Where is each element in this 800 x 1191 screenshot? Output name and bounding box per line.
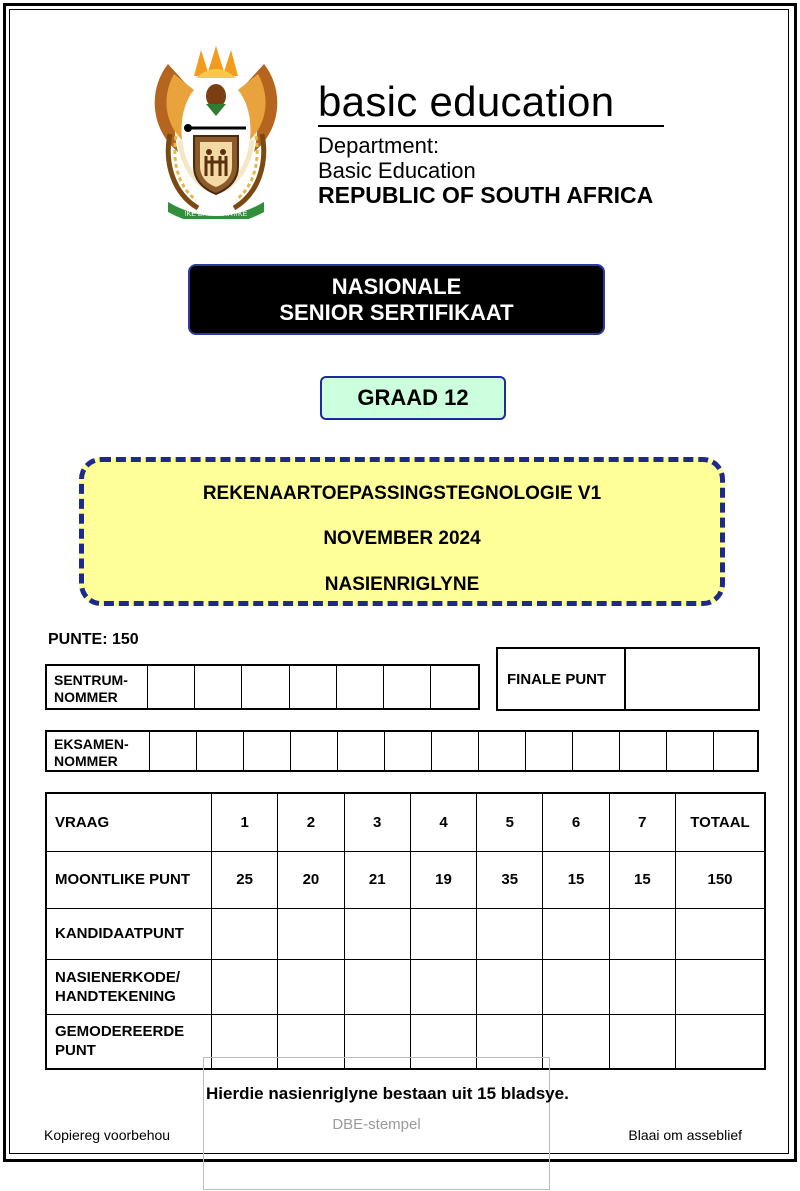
copyright-notice: Kopiereg voorbehou	[44, 1127, 171, 1143]
exam-number-cell[interactable]	[197, 732, 244, 770]
question-number: 6	[543, 793, 609, 851]
centre-number-label: SENTRUM- NOMMER	[47, 666, 148, 708]
question-number: 5	[477, 793, 543, 851]
exam-number-cell[interactable]	[385, 732, 432, 770]
total-header: TOTAAL	[676, 793, 766, 851]
motto-text: !KE E: /XARRA //KE	[184, 211, 248, 218]
marker-cell[interactable]	[410, 959, 476, 1014]
exam-number-cell[interactable]	[150, 732, 197, 770]
candidate-mark-cell[interactable]	[477, 908, 543, 959]
centre-number-row	[45, 664, 480, 710]
possible-mark: 19	[410, 851, 476, 908]
question-number: 3	[344, 793, 410, 851]
subject-name: REKENAARTOEPASSINGSTEGNOLOGIE V1	[202, 483, 602, 504]
possible-mark: 21	[344, 851, 410, 908]
marks-table	[45, 792, 766, 1070]
marker-row	[46, 959, 765, 1014]
department-label: Department:	[318, 133, 440, 158]
document-type: NASIENRIGLYNE	[324, 574, 480, 595]
exam-number-label: EKSAMEN- NOMMER	[47, 732, 150, 770]
grade-badge: GRAAD 12	[320, 376, 506, 420]
possible-mark: 35	[477, 851, 543, 908]
exam-number-cell[interactable]	[432, 732, 479, 770]
marker-cell[interactable]	[609, 959, 675, 1014]
moderated-cell[interactable]	[609, 1014, 675, 1069]
possible-mark: 25	[212, 851, 278, 908]
final-mark-label: FINALE PUNT	[498, 649, 626, 709]
moderated-label: GEMODEREERDE PUNT	[46, 1014, 212, 1069]
exam-number-cell[interactable]	[667, 732, 714, 770]
exam-number-row	[45, 730, 759, 772]
exam-number-cell[interactable]	[291, 732, 338, 770]
question-number: 2	[278, 793, 344, 851]
marker-cell[interactable]	[212, 959, 278, 1014]
exam-number-cell[interactable]	[244, 732, 291, 770]
exam-number-cell[interactable]	[338, 732, 385, 770]
candidate-marks-label: KANDIDAATPUNT	[46, 908, 212, 959]
candidate-mark-cell[interactable]	[212, 908, 278, 959]
exam-number-cell[interactable]	[714, 732, 757, 770]
centre-number-cell[interactable]	[148, 666, 195, 708]
department-name: Basic Education	[318, 158, 476, 183]
exam-number-cell[interactable]	[526, 732, 573, 770]
centre-number-cell[interactable]	[195, 666, 242, 708]
centre-number-cell[interactable]	[290, 666, 337, 708]
candidate-total-cell[interactable]	[676, 908, 766, 959]
moderated-cell[interactable]	[543, 1014, 609, 1069]
moderated-total-cell[interactable]	[676, 1014, 766, 1069]
page-count-note: Hierdie nasienriglyne bestaan uit 15 bladsye.	[206, 1084, 569, 1103]
candidate-mark-cell[interactable]	[278, 908, 344, 959]
question-number: 7	[609, 793, 675, 851]
total-marks-label: PUNTE: 150	[48, 631, 139, 648]
candidate-mark-cell[interactable]	[609, 908, 675, 959]
possible-total: 150	[676, 851, 766, 908]
marker-cell[interactable]	[278, 959, 344, 1014]
candidate-mark-cell[interactable]	[410, 908, 476, 959]
turn-over-notice: Blaai om asseblief	[628, 1127, 742, 1143]
brand-divider	[318, 125, 664, 127]
certificate-line-2: SENIOR SERTIFIKAAT	[279, 299, 514, 325]
centre-number-cell[interactable]	[337, 666, 384, 708]
final-mark-cell[interactable]	[626, 649, 758, 709]
certificate-line-1: NASIONALE	[331, 273, 462, 299]
marker-cell[interactable]	[477, 959, 543, 1014]
centre-number-cell[interactable]	[431, 666, 478, 708]
question-number: 4	[410, 793, 476, 851]
final-mark-box	[496, 647, 760, 711]
brand-title: basic education	[318, 78, 615, 125]
marker-cell[interactable]	[543, 959, 609, 1014]
exam-date: NOVEMBER 2024	[323, 528, 481, 549]
question-header-row	[46, 793, 765, 851]
exam-number-cell[interactable]	[573, 732, 620, 770]
dbe-stamp-box	[203, 1057, 550, 1190]
centre-number-cell[interactable]	[242, 666, 289, 708]
question-number: 1	[212, 793, 278, 851]
candidate-marks-row	[46, 908, 765, 959]
country-name: REPUBLIC OF SOUTH AFRICA	[318, 182, 654, 208]
possible-marks-label: MOONTLIKE PUNT	[46, 851, 212, 908]
question-header-label: VRAAG	[46, 793, 212, 851]
coat-of-arms-logo	[146, 44, 286, 219]
exam-number-cell[interactable]	[620, 732, 667, 770]
dbe-stamp-label: DBE-stempel	[332, 1116, 421, 1133]
possible-mark: 15	[543, 851, 609, 908]
marker-label: NASIENERKODE/ HANDTEKENING	[46, 959, 212, 1014]
possible-marks-row	[46, 851, 765, 908]
candidate-mark-cell[interactable]	[344, 908, 410, 959]
marker-total-cell[interactable]	[676, 959, 766, 1014]
centre-number-cell[interactable]	[384, 666, 431, 708]
marker-cell[interactable]	[344, 959, 410, 1014]
candidate-mark-cell[interactable]	[543, 908, 609, 959]
subject-panel	[79, 457, 725, 606]
certificate-banner	[188, 264, 605, 335]
possible-mark: 15	[609, 851, 675, 908]
possible-mark: 20	[278, 851, 344, 908]
exam-number-cell[interactable]	[479, 732, 526, 770]
